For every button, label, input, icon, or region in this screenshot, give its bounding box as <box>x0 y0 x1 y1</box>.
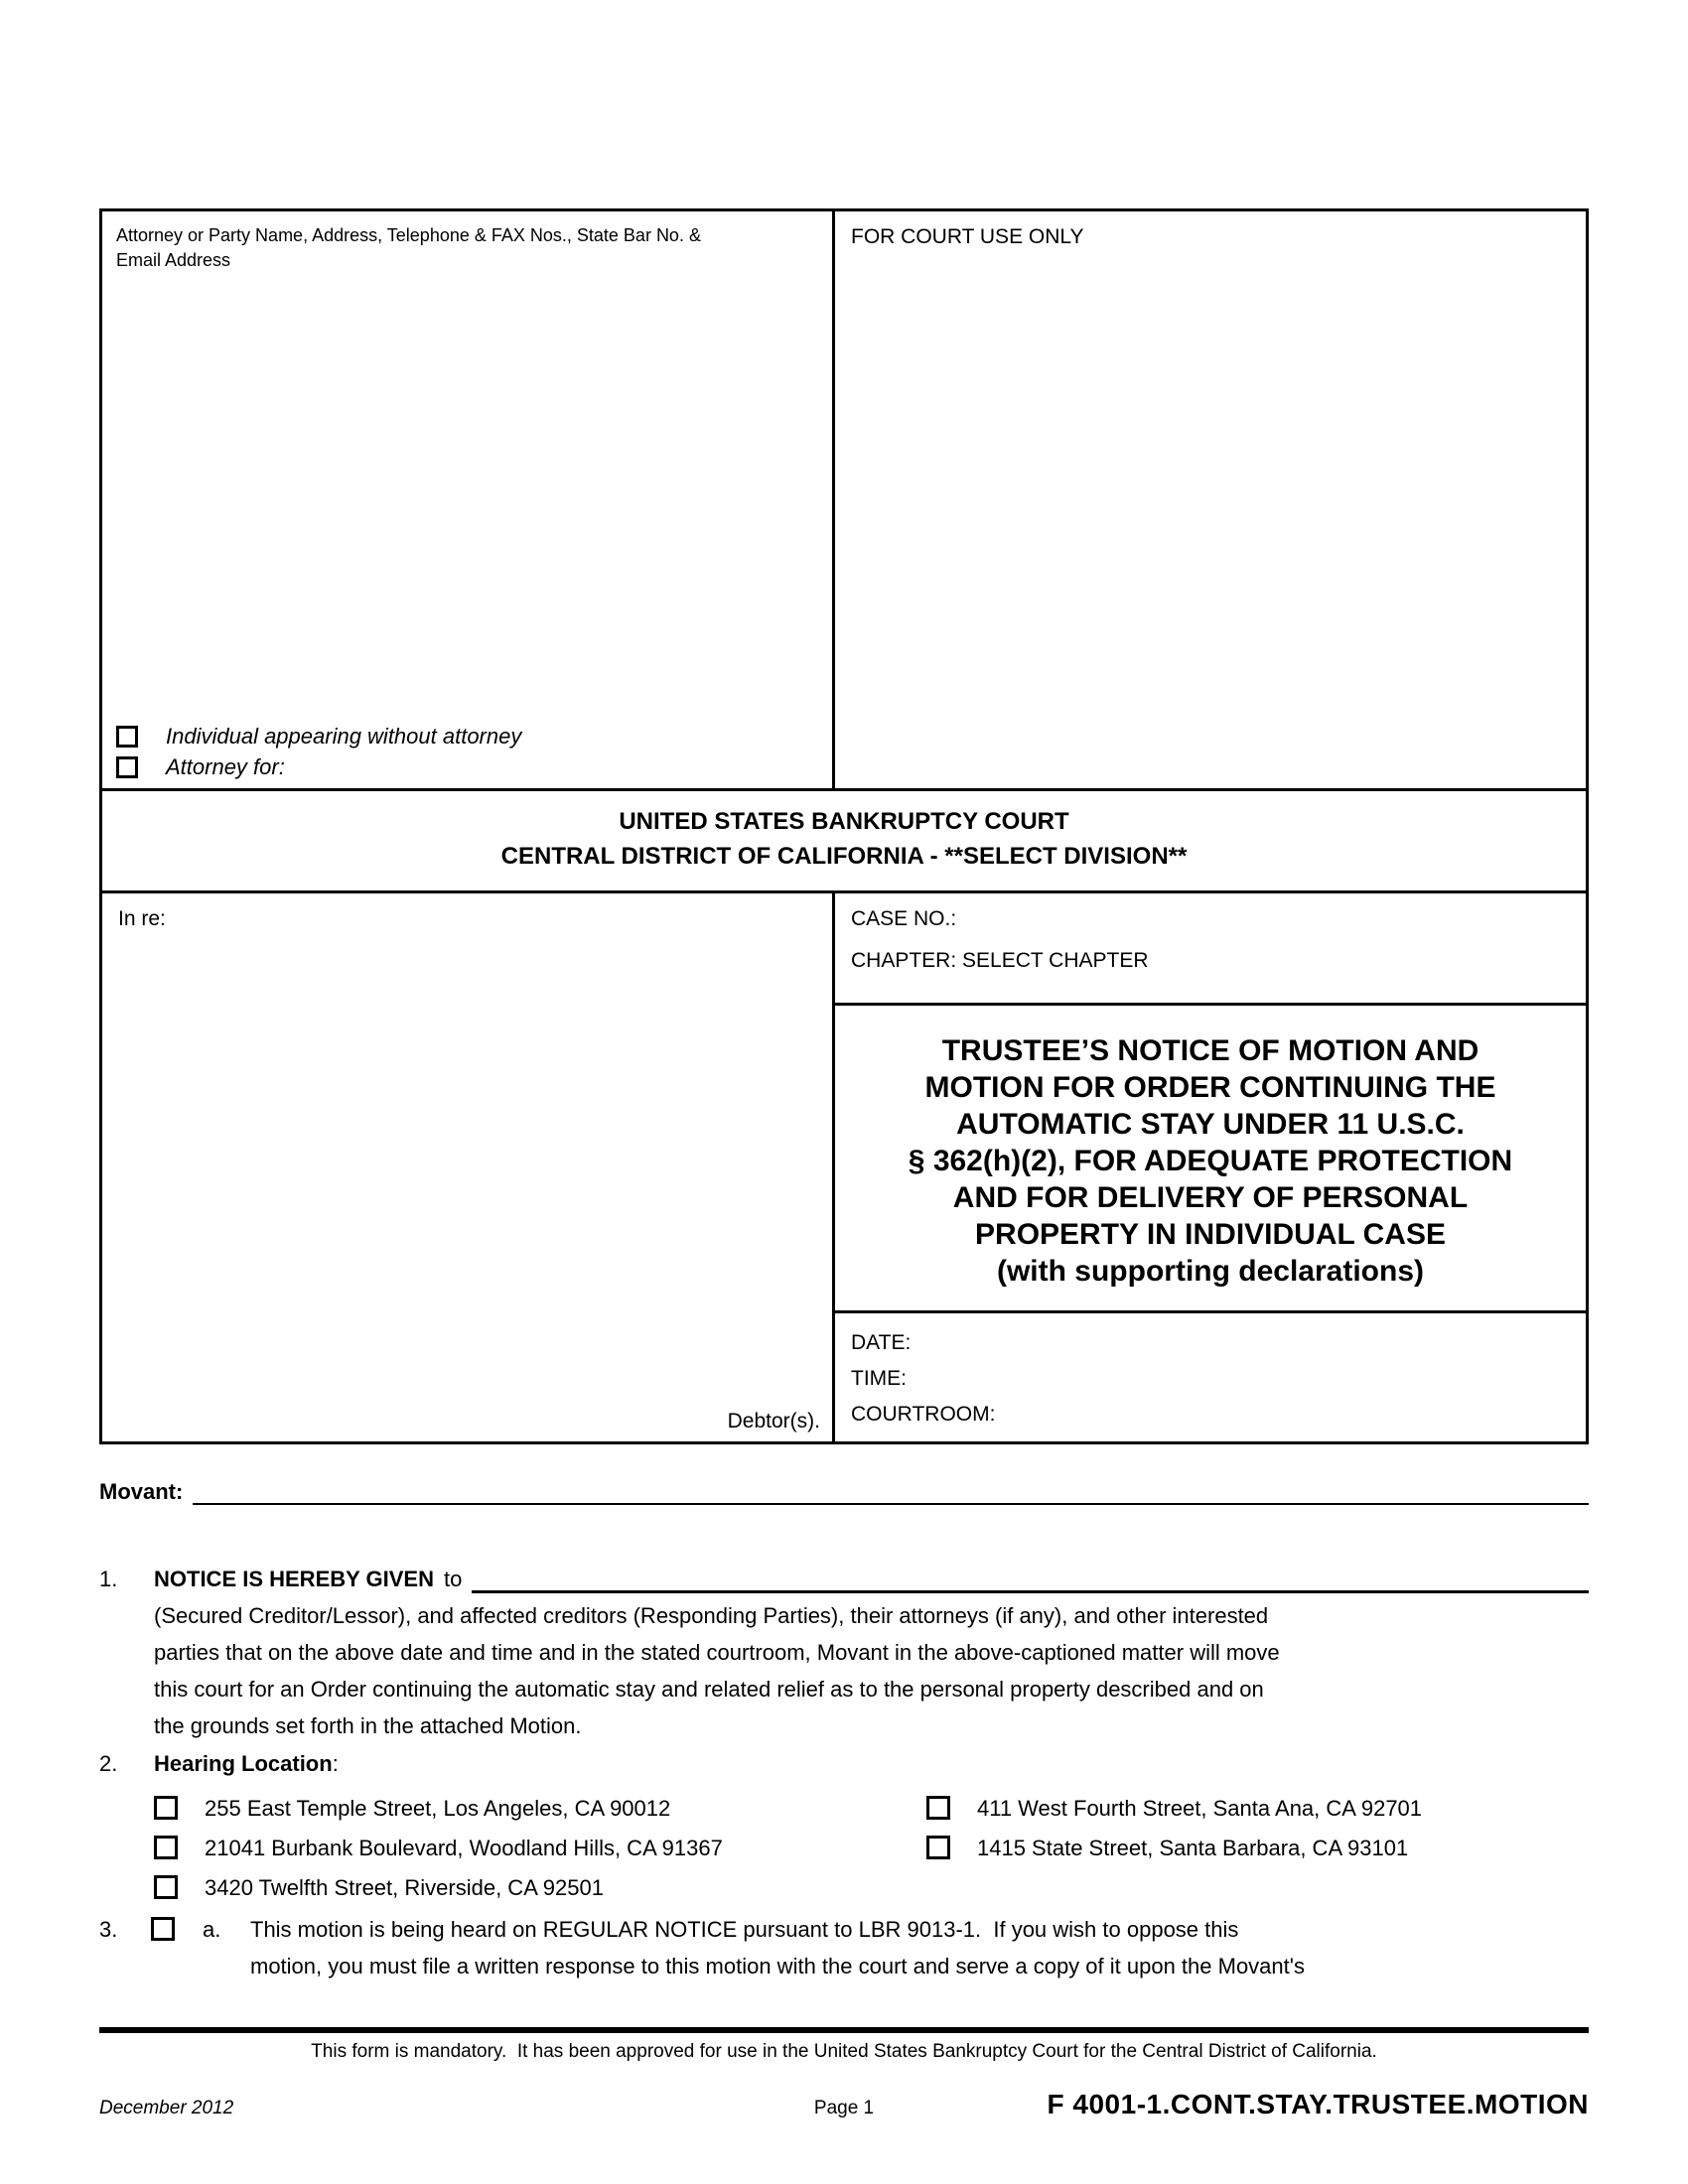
hearing-location-label: Hearing Location <box>154 1751 333 1776</box>
attorney-info-box[interactable] <box>102 211 835 791</box>
section-notice-given <box>99 1561 1589 1744</box>
motion-title-box <box>835 1006 1586 1313</box>
case-number-box[interactable] <box>835 893 1586 1006</box>
section-1-number: 1. <box>99 1567 118 1591</box>
hearing-location-row-3 <box>154 1867 1589 1907</box>
motion-title-line-1: TRUSTEE’S NOTICE OF MOTION AND <box>941 1034 1479 1067</box>
footer-divider <box>99 2027 1589 2033</box>
checkbox-location-santa-barbara[interactable] <box>926 1836 950 1859</box>
chapter-label: CHAPTER: SELECT CHAPTER <box>851 949 1149 972</box>
movant-label: Movant: <box>99 1479 184 1504</box>
motion-title-line-4: § 362(h)(2), FOR ADEQUATE PROTECTION <box>908 1145 1513 1177</box>
motion-title-line-6: PROPERTY IN INDIVIDUAL CASE <box>975 1218 1446 1251</box>
location-option-riverside <box>154 1867 604 1907</box>
notice-body-line-2: parties that on the above date and time and in the stated courtroom, Movant in the above-captioned matter will move <box>154 1640 1280 1665</box>
in-re-box[interactable] <box>102 893 835 1441</box>
hearing-location-colon: : <box>332 1751 339 1776</box>
notice-body-line-1: (Secured Creditor/Lessor), and affected creditors (Responding Parties), their attorneys (if any), and other interested <box>154 1603 1269 1628</box>
motion-title-line-5: AND FOR DELIVERY OF PERSONAL <box>952 1181 1469 1214</box>
location-option-santa-barbara <box>926 1828 1408 1867</box>
movant-blank-field[interactable] <box>193 1477 1589 1505</box>
form-number: F 4001-1.CONT.STAY.TRUSTEE.MOTION <box>1047 2089 1590 2119</box>
notice-given-headline <box>99 1561 1589 1597</box>
location-option-santa-ana <box>926 1788 1422 1828</box>
regular-notice-letter: a. <box>203 1917 221 1942</box>
in-re-label: In re: <box>118 907 166 930</box>
caption-table <box>99 208 1589 1444</box>
date-label: DATE: <box>851 1331 912 1354</box>
notice-body <box>154 1597 1589 1744</box>
location-woodland-hills-label: 21041 Burbank Boulevard, Woodland Hills, CA 91367 <box>205 1835 723 1860</box>
checkbox-attorney-for[interactable] <box>116 756 138 778</box>
location-santa-ana-label: 411 West Fourth Street, Santa Ana, CA 92701 <box>977 1795 1423 1821</box>
page-number: Page 1 <box>813 2098 875 2118</box>
motion-title-line-7: (with supporting declarations) <box>996 1255 1424 1288</box>
individual-without-attorney-row <box>116 721 521 751</box>
court-name-line2: CENTRAL DISTRICT OF CALIFORNIA - **SELECT DIVISION** <box>500 843 1188 870</box>
secured-creditor-blank-field[interactable] <box>472 1564 1589 1593</box>
location-santa-barbara-label: 1415 State Street, Santa Barbara, CA 93101 <box>977 1835 1409 1860</box>
regular-notice-line-2: motion, you must file a written response to this motion with the court and serve a copy of it upon the Movant's <box>250 1954 1305 1979</box>
checkbox-location-santa-ana[interactable] <box>926 1796 950 1820</box>
notice-body-line-4: the grounds set forth in the attached Motion. <box>154 1713 582 1738</box>
location-riverside-label: 3420 Twelfth Street, Riverside, CA 92501 <box>205 1874 604 1900</box>
time-label: TIME: <box>851 1367 907 1390</box>
location-option-los-angeles <box>154 1788 670 1828</box>
hearing-datetime-box[interactable] <box>835 1313 1586 1441</box>
attorney-checkboxes <box>116 721 521 782</box>
form-revision-date: December 2012 <box>99 2098 234 2118</box>
hearing-location-row-2 <box>154 1828 1589 1867</box>
section-regular-notice <box>99 1911 1589 1984</box>
attorney-for-label: Attorney for: <box>166 753 285 779</box>
checkbox-location-riverside[interactable] <box>154 1875 178 1899</box>
section-hearing-location <box>99 1745 1589 1907</box>
movant-row <box>99 1477 1589 1505</box>
checkbox-individual-without-attorney[interactable] <box>116 726 138 748</box>
for-court-use-label: FOR COURT USE ONLY <box>851 225 1084 248</box>
motion-title-line-2: MOTION FOR ORDER CONTINUING THE <box>924 1071 1496 1104</box>
for-court-use-box <box>835 211 1586 791</box>
courtroom-label: COURTROOM: <box>851 1403 996 1426</box>
location-option-woodland-hills <box>154 1828 723 1867</box>
attorney-for-row <box>116 751 521 782</box>
court-name-line1: UNITED STATES BANKRUPTCY COURT <box>619 808 1069 835</box>
checkbox-regular-notice[interactable] <box>151 1917 175 1941</box>
hearing-location-headline <box>99 1745 1589 1782</box>
notice-to-label: to <box>443 1567 463 1591</box>
mandatory-form-notice: This form is mandatory. It has been approved for use in the United States Bankruptcy Court for the Central District of California. <box>311 2041 1377 2062</box>
motion-title-line-3: AUTOMATIC STAY UNDER 11 U.S.C. <box>956 1108 1465 1141</box>
case-no-label: CASE NO.: <box>851 907 957 930</box>
checkbox-location-woodland-hills[interactable] <box>154 1836 178 1859</box>
court-name-header <box>102 791 1586 893</box>
checkbox-location-los-angeles[interactable] <box>154 1796 178 1820</box>
section-3-number: 3. <box>99 1917 118 1942</box>
section-2-number: 2. <box>99 1751 118 1776</box>
hearing-location-row-1 <box>154 1788 1589 1828</box>
notice-body-line-3: this court for an Order continuing the automatic stay and related relief as to the personal property described and on <box>154 1677 1264 1702</box>
notice-hereby-given-label: NOTICE IS HEREBY GIVEN <box>154 1567 434 1591</box>
location-los-angeles-label: 255 East Temple Street, Los Angeles, CA 90012 <box>205 1795 671 1821</box>
footer-bottom-row <box>99 2089 1589 2120</box>
debtors-label: Debtor(s). <box>727 1410 820 1433</box>
regular-notice-text <box>250 1911 1589 1984</box>
hearing-location-options <box>154 1788 1589 1907</box>
attorney-box-label: Attorney or Party Name, Address, Telephone & FAX Nos., State Bar No. & Email Address <box>116 225 701 270</box>
individual-without-attorney-label: Individual appearing without attorney <box>166 723 522 749</box>
regular-notice-line-1: This motion is being heard on REGULAR NOTICE pursuant to LBR 9013-1. If you wish to oppose this <box>250 1917 1239 1942</box>
